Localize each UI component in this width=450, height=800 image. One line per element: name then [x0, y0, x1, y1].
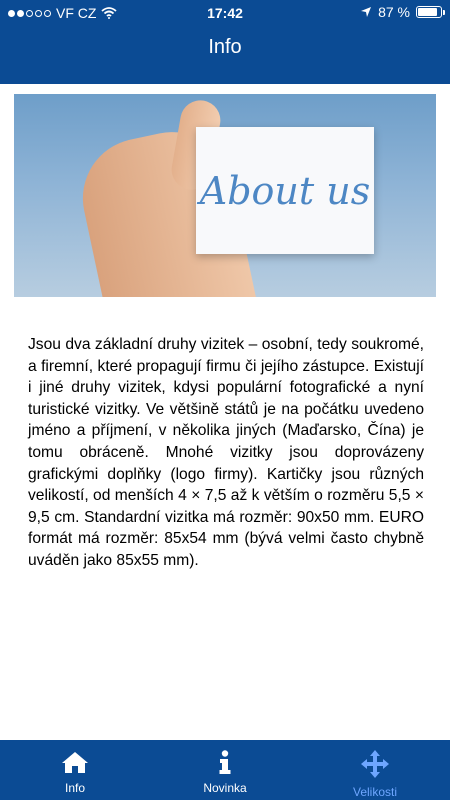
about-us-card-text: About us	[199, 168, 371, 213]
tab-bar	[0, 740, 450, 800]
battery-icon	[416, 6, 442, 18]
tab-velikosti[interactable]	[300, 740, 450, 800]
home-icon	[60, 750, 90, 774]
move-arrows-icon	[361, 750, 389, 778]
about-us-card	[196, 127, 374, 254]
tab-velikosti-label: Velikosti	[352, 785, 398, 799]
tab-info-label: Info	[64, 781, 85, 795]
location-arrow-icon	[360, 6, 372, 18]
status-right	[360, 4, 442, 20]
tab-info[interactable]	[0, 740, 150, 800]
status-bar	[0, 0, 450, 26]
carrier-label: VF CZ	[56, 5, 97, 21]
battery-percent: 87 %	[378, 4, 410, 20]
hero-image	[14, 94, 436, 297]
header-bar	[0, 0, 450, 84]
status-time: 17:42	[207, 5, 243, 21]
tab-novinka[interactable]	[150, 740, 300, 800]
tab-novinka-label: Novinka	[203, 781, 247, 795]
info-icon	[218, 750, 232, 774]
info-paragraph: Jsou dva základní druhy vizitek – osobní, tedy soukromé, a firemní, které propagují firmu či jejího zástupce. Existují i jiné druhy vizitek, kdysi populární fotografické a nyní turistické vizitky. Ve většině států je na počátku uvedeno jméno a příjmení, v několika jiných (Maďarsko, Čína) je tomu obráceně. Mnohé vizitky jsou doprovázeny grafickými doplňky (logo firmy). Kartičky jsou různých velikostí, od menších 4 × 7,5 až k větším o rozměru 5,5 × 9,5 cm. Standardní vizitka má rozměr: 90x50 mm. EURO formát má rozměr: 85x54 mm (bývá velmi často chybně uváděn jako 85x55 mm).	[28, 336, 424, 569]
page-title: Info	[208, 36, 242, 58]
